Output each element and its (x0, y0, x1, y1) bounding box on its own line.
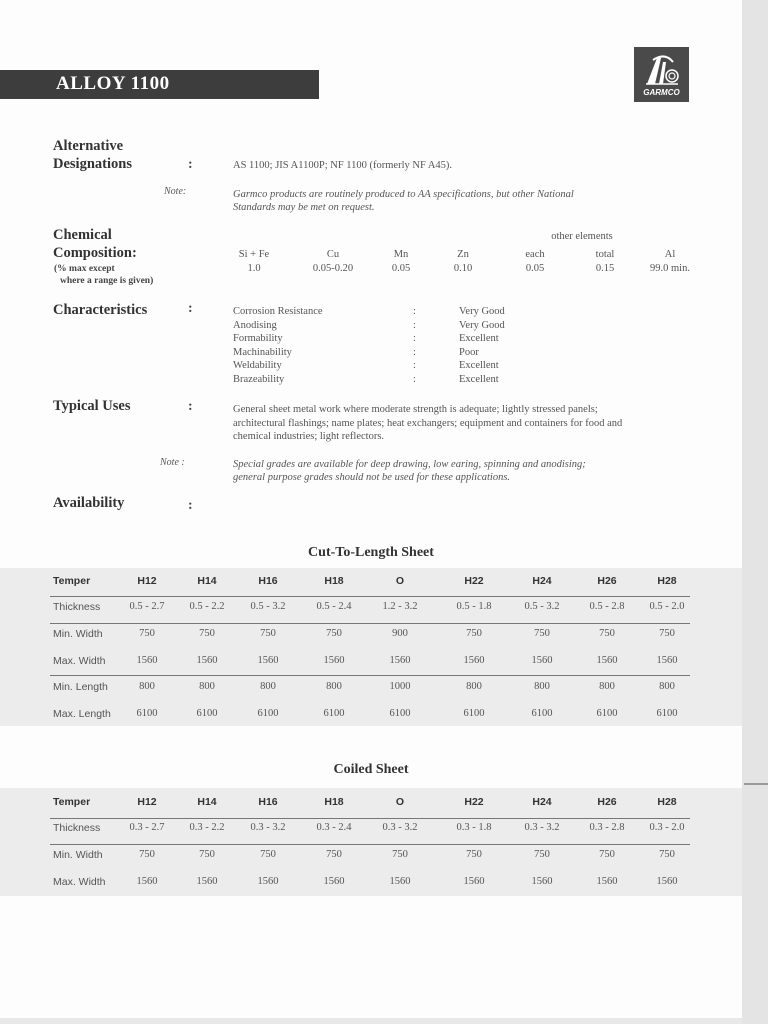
table-cell: 750 (466, 628, 482, 639)
chemical-heading-line2: Composition: (53, 245, 137, 261)
table-cell: 6100 (196, 708, 218, 719)
table-row-label: Thickness (53, 601, 101, 613)
table-header-cell: H14 (197, 575, 217, 587)
characteristic-colon: : (413, 373, 416, 385)
uses-line2: architectural flashings; name plates; heat exchangers; equipment and containers for food and (233, 418, 623, 429)
table-cell: 6100 (389, 708, 411, 719)
table-cell: 0.3 - 2.0 (649, 822, 685, 833)
table-cell: 0.5 - 3.2 (524, 601, 560, 612)
table-cell: 0.5 - 3.2 (250, 601, 286, 612)
table-header-cell: H12 (137, 575, 157, 587)
table-cell: 750 (659, 628, 675, 639)
table-rule (50, 675, 690, 676)
table-cell: 1560 (656, 655, 678, 666)
coiled-sheet-title: Coiled Sheet (333, 762, 409, 777)
characteristic-value: Very Good (459, 306, 505, 317)
table-cell: 800 (534, 681, 550, 692)
characteristic-name: Machinability (233, 346, 292, 358)
designations-note-line2: Standards may be met on request. (233, 202, 375, 213)
table-cell: 0.5 - 2.2 (189, 601, 225, 612)
table-cell: 0.3 - 3.2 (250, 822, 286, 833)
table-cell: 0.5 - 1.8 (456, 601, 492, 612)
table-cell: 750 (466, 849, 482, 860)
table-cell: 0.3 - 2.2 (189, 822, 225, 833)
chem-element-value: 1.0 (247, 263, 261, 274)
table-header-cell: H18 (324, 796, 344, 808)
table-rule (50, 596, 690, 597)
chem-element-value: 0.05-0.20 (312, 263, 354, 274)
table-cell: 1560 (257, 655, 279, 666)
coiled-sheet-table (0, 788, 742, 896)
table-header-label: Temper (53, 575, 91, 587)
table-row-label: Thickness (53, 822, 101, 834)
table-cell: 0.3 - 1.8 (456, 822, 492, 833)
table-cell: 800 (139, 681, 155, 692)
table-header-cell: O (395, 575, 405, 587)
table-cell: 6100 (656, 708, 678, 719)
uses-note-label: Note : (160, 457, 185, 468)
chem-element-value: 0.15 (595, 263, 615, 274)
table-row-label: Max. Width (53, 655, 106, 667)
chem-element-name: Zn (457, 249, 469, 260)
table-header-cell: H26 (597, 575, 617, 587)
designations-heading-line2: Designations (53, 156, 132, 172)
table-header-cell: H24 (532, 796, 552, 808)
table-cell: 800 (659, 681, 675, 692)
table-cell: 800 (466, 681, 482, 692)
table-header-cell: H12 (137, 796, 157, 808)
table-cell: 0.3 - 2.7 (129, 822, 165, 833)
logo-text: GARMCO (643, 88, 680, 97)
table-cell: 1560 (389, 876, 411, 887)
chem-element-name: Al (664, 249, 676, 260)
characteristic-name: Anodising (233, 319, 277, 331)
title-bar (0, 70, 319, 99)
table-cell: 1560 (323, 655, 345, 666)
chemical-subnote-line2: where a range is given) (60, 276, 154, 286)
table-row-label: Max. Width (53, 876, 106, 888)
table-cell: 6100 (323, 708, 345, 719)
chemical-subnote-line1: (% max except (54, 264, 115, 274)
uses-note-line2: general purpose grades should not be used for these applications. (233, 472, 511, 483)
table-header-label: Temper (53, 796, 91, 808)
table-cell: 750 (534, 849, 550, 860)
table-cell: 1.2 - 3.2 (382, 601, 418, 612)
table-cell: 1560 (531, 655, 553, 666)
designations-colon: : (188, 157, 193, 172)
table-cell: 0.3 - 3.2 (382, 822, 418, 833)
table-header-cell: H28 (657, 575, 677, 587)
table-cell: 750 (599, 849, 615, 860)
table-rule (50, 818, 690, 819)
chem-element-value: 0.05 (525, 263, 545, 274)
chem-element-name: each (525, 249, 545, 260)
table-cell: 6100 (463, 708, 485, 719)
cut-sheet-title: Cut-To-Length Sheet (308, 545, 434, 560)
table-cell: 1560 (196, 876, 218, 887)
table-rule (50, 844, 690, 845)
table-header-cell: H22 (464, 575, 484, 587)
table-cell: 1560 (323, 876, 345, 887)
table-cell: 1560 (656, 876, 678, 887)
table-cell: 750 (534, 628, 550, 639)
chem-element-value: 0.10 (453, 263, 473, 274)
uses-note-line1: Special grades are available for deep drawing, low earing, spinning and anodising; (233, 459, 586, 470)
characteristic-colon: : (413, 360, 416, 371)
table-cell: 6100 (136, 708, 158, 719)
table-cell: 750 (260, 628, 276, 639)
table-cell: 1560 (136, 876, 158, 887)
table-cell: 0.5 - 2.4 (316, 601, 352, 612)
table-header-cell: H24 (532, 575, 552, 587)
table-cell: 750 (392, 849, 408, 860)
table-cell: 0.3 - 3.2 (524, 822, 560, 833)
table-cell: 750 (199, 849, 215, 860)
table-row-label: Max. Length (53, 708, 111, 720)
table-cell: 0.5 - 2.8 (589, 601, 625, 612)
table-cell: 750 (260, 849, 276, 860)
uses-colon: : (188, 399, 193, 414)
chem-element-name: Cu (326, 249, 340, 260)
table-cell: 0.5 - 2.0 (649, 601, 685, 612)
table-header-cell: H28 (657, 796, 677, 808)
table-cell: 0.5 - 2.7 (129, 601, 165, 612)
table-cell: 800 (199, 681, 215, 692)
designations-value: AS 1100; JIS A1100P; NF 1100 (formerly NF A45). (233, 160, 453, 171)
table-cell: 1560 (463, 876, 485, 887)
table-cell: 750 (659, 849, 675, 860)
table-cell: 1560 (257, 876, 279, 887)
chemical-other-elements-label: other elements (551, 231, 613, 242)
garmco-logo-icon (643, 52, 681, 88)
chem-element-name: Mn (393, 249, 409, 260)
characteristic-colon: : (413, 333, 416, 344)
table-header-cell: H14 (197, 796, 217, 808)
page-bottom-edge (0, 1018, 742, 1024)
characteristic-value: Very Good (459, 319, 505, 331)
table-cell: 1560 (136, 655, 158, 666)
uses-line1: General sheet metal work where moderate strength is adequate; lightly stressed panels; (233, 404, 598, 415)
chem-element-name: Si + Fe (238, 249, 270, 260)
table-row-label: Min. Width (53, 628, 103, 640)
characteristic-name: Brazeability (233, 373, 285, 385)
characteristics-colon: : (188, 301, 193, 316)
designations-note-label: Note: (164, 186, 187, 197)
table-cell: 750 (139, 628, 155, 639)
uses-heading: Typical Uses (53, 398, 131, 414)
table-row-label: Min. Length (53, 681, 108, 693)
table-row-label: Min. Width (53, 849, 103, 861)
table-cell: 750 (326, 849, 342, 860)
characteristic-value: Excellent (459, 360, 499, 371)
chemical-heading-line1: Chemical (53, 227, 112, 243)
table-cell: 1560 (389, 655, 411, 666)
table-cell: 6100 (596, 708, 618, 719)
table-cell: 800 (326, 681, 342, 692)
uses-line3: chemical industries; light reflectors. (233, 431, 385, 442)
table-cell: 1000 (389, 681, 411, 692)
characteristics-heading: Characteristics (53, 302, 148, 318)
garmco-logo (634, 47, 689, 102)
table-cell: 1560 (531, 876, 553, 887)
table-header-cell: H26 (597, 796, 617, 808)
table-cell: 900 (392, 628, 408, 639)
chem-element-value: 99.0 min. (650, 263, 690, 274)
chem-element-value: 0.05 (391, 263, 411, 274)
characteristic-value: Excellent (459, 333, 499, 344)
table-cell: 1560 (596, 876, 618, 887)
table-cell: 0.3 - 2.4 (316, 822, 352, 833)
page-title: ALLOY 1100 (56, 73, 170, 94)
table-header-cell: H16 (258, 796, 278, 808)
characteristic-colon: : (413, 319, 416, 331)
table-cell: 0.3 - 2.8 (589, 822, 625, 833)
characteristic-colon: : (413, 306, 416, 317)
table-header-cell: H22 (464, 796, 484, 808)
characteristic-colon: : (413, 346, 416, 358)
table-cell: 1560 (596, 655, 618, 666)
table-cell: 1560 (463, 655, 485, 666)
table-cell: 6100 (531, 708, 553, 719)
table-cell: 1560 (196, 655, 218, 666)
characteristic-name: Corrosion Resistance (233, 306, 323, 317)
characteristic-name: Formability (233, 333, 283, 344)
page-edge (742, 0, 768, 1024)
table-cell: 750 (326, 628, 342, 639)
chem-element-name: total (595, 249, 615, 260)
characteristic-value: Poor (459, 346, 479, 358)
table-cell: 750 (199, 628, 215, 639)
page-edge-mark (744, 783, 768, 785)
table-cell: 800 (260, 681, 276, 692)
designations-heading-line1: Alternative (53, 138, 124, 154)
characteristic-value: Excellent (459, 373, 499, 385)
table-cell: 800 (599, 681, 615, 692)
table-cell: 750 (139, 849, 155, 860)
table-header-cell: O (395, 796, 405, 808)
table-header-cell: H18 (324, 575, 344, 587)
availability-heading: Availability (53, 495, 125, 511)
table-cell: 6100 (257, 708, 279, 719)
table-header-cell: H16 (258, 575, 278, 587)
characteristic-name: Weldability (233, 360, 282, 371)
table-cell: 750 (599, 628, 615, 639)
cut-sheet-table (0, 568, 742, 726)
availability-colon: : (188, 498, 193, 513)
table-rule (50, 623, 690, 624)
designations-note-line1: Garmco products are routinely produced to AA specifications, but other National (233, 189, 574, 200)
